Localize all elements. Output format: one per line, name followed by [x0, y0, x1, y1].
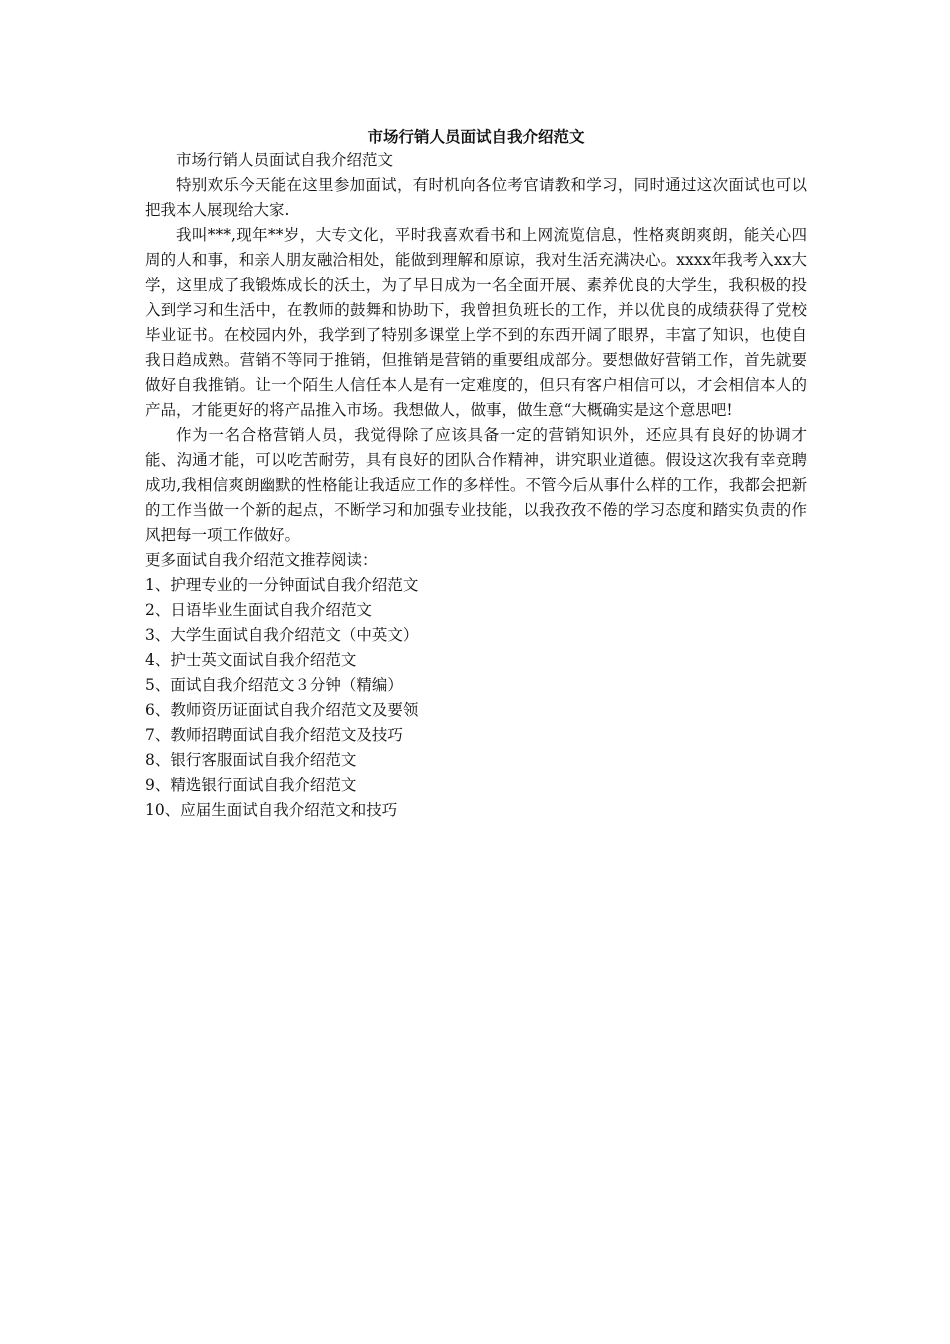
document-page: [145, 126, 807, 823]
recommend-item: 8、银行客服面试自我介绍范文: [145, 751, 357, 769]
recommend-item: 2、日语毕业生面试自我介绍范文: [145, 601, 372, 619]
recommend-heading: 更多面试自我介绍范文推荐阅读：: [145, 551, 378, 569]
recommend-item: 5、面试自我介绍范文３分钟（精编）: [145, 676, 403, 694]
paragraph-3: 作为一名合格营销人员，我觉得除了应该具备一定的营销知识外，还应具有良好的协调才能、沟通才能，可以吃苦耐劳，具有良好的团队合作精神，讲究职业道德。假设这次我有幸竞聘成功,我相信爽朗幽默的性格能让我适应工作的多样性。不管今后从事什么样的工作，我都会把新的工作当做一个新的起点，不断学习和加强专业技能，以我孜孜不倦的学习态度和踏实负责的作风把每一项工作做好。: [145, 426, 807, 544]
paragraph-1: 特别欢乐今天能在这里参加面试，有时机向各位考官请教和学习，同时通过这次面试也可以把我本人展现给大家.: [145, 176, 807, 219]
recommend-item: 4、护士英文面试自我介绍范文: [145, 651, 357, 669]
recommend-item: 6、教师资历证面试自我介绍范文及要领: [145, 701, 419, 719]
document-subtitle: 市场行销人员面试自我介绍范文: [176, 151, 394, 169]
recommend-item: 1、护理专业的一分钟面试自我介绍范文: [145, 576, 419, 594]
document-title: 市场行销人员面试自我介绍范文: [367, 127, 585, 146]
paragraph-2: 我叫***,现年**岁，大专文化，平时我喜欢看书和上网流览信息，性格爽朗爽朗，能关心四周的人和事，和亲人朋友融洽相处，能做到理解和原谅，我对生活充满决心。xxxx年我考入xx大学，这里成了我锻炼成长的沃土，为了早日成为一名全面开展、素养优良的大学生，我积极的投入到学习和生活中，在教师的鼓舞和协助下，我曾担负班长的工作，并以优良的成绩获得了党校毕业证书。在校园内外，我学到了特别多课堂上学不到的东西开阔了眼界，丰富了知识，也使自我日趋成熟。营销不等同于推销，但推销是营销的重要组成部分。要想做好营销工作，首先就要做好自我推销。让一个陌生人信任本人是有一定难度的，但只有客户相信可以，才会相信本人的产品，才能更好的将产品推入市场。我想做人，做事，做生意“大概确实是这个意思吧!: [145, 226, 807, 419]
recommend-item: 7、教师招聘面试自我介绍范文及技巧: [145, 726, 403, 744]
recommend-list: [145, 573, 807, 823]
recommend-item: 3、大学生面试自我介绍范文（中英文）: [145, 626, 419, 644]
recommend-item: 9、精选银行面试自我介绍范文: [145, 776, 357, 794]
recommend-item: 10、应届生面试自我介绍范文和技巧: [145, 801, 398, 819]
